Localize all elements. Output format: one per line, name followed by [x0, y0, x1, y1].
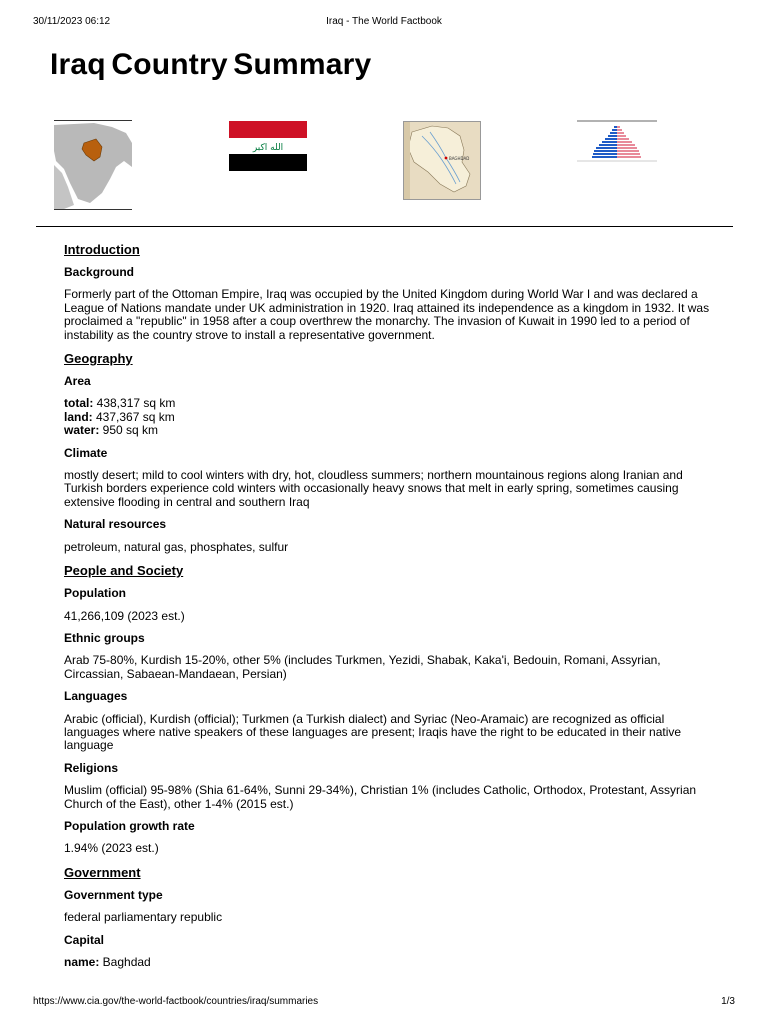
print-date: 30/11/2023 06:12: [33, 16, 111, 27]
section-heading-geography[interactable]: Geography: [64, 351, 133, 367]
field-label-languages: Languages: [64, 689, 128, 704]
area-land-row: [64, 411, 714, 424]
field-label-area: Area: [64, 374, 91, 389]
field-text-ethnic-groups: Arab 75-80%, Kurdish 15-20%, other 5% (includes Turkmen, Yezidi, Shabak, Kaka'i, Bedouin, Romani, Assyrian, Circassian, Sabaean-Mandaean, Persian): [64, 653, 661, 681]
capital-name-label: name:: [64, 955, 100, 969]
print-header-title: Iraq - The World Factbook: [326, 16, 442, 27]
field-label-background: Background: [64, 265, 135, 279]
capital-marker: [445, 157, 448, 160]
population-pyramid-graphic: [577, 120, 657, 166]
field-label-religions: Religions: [64, 760, 119, 775]
field-label-population-growth-rate: Population growth rate: [64, 818, 195, 833]
area-water-label: water:: [64, 423, 100, 438]
field-label-capital: Capital: [64, 932, 105, 947]
area-water-row: [64, 424, 714, 437]
field-text-population-growth-rate: 1.94% (2023 est.): [64, 841, 159, 856]
area-total-row: [64, 397, 714, 410]
flag-emblem: الله اكبر: [252, 143, 284, 153]
capital-label: BAGHDAD: [449, 156, 470, 161]
section-heading-government[interactable]: Government: [64, 864, 141, 880]
field-label-government-type: Government type: [64, 887, 163, 902]
locator-map-image[interactable]: [54, 120, 132, 210]
section-heading-introduction[interactable]: Introduction: [64, 242, 140, 257]
field-text-background: Formerly part of the Ottoman Empire, Iraq was occupied by the United Kingdom during World War I and was declared a League of Nations mandate under UK administration in 1920. Iraq attained its independence as a kingdom in 1932. It was proclaimed a "republic" in 1958 after a coup overthrew the monarchy. The invasion of Kuwait in 1990 led to a period of instability as the country strove to install a representative government.: [64, 287, 710, 342]
field-label-ethnic-groups: Ethnic groups: [64, 630, 145, 645]
field-capital-name: [64, 956, 714, 969]
flag-graphic: [229, 121, 307, 171]
field-text-languages: Arabic (official), Kurdish (official); Turkmen (a Turkish dialect) and Syriac (Neo-Aramaic) are recognized as official languages where native speakers of these languages are present; Iraqis have the right to be educated in their native language: [64, 711, 682, 753]
flag-image[interactable]: [229, 121, 307, 171]
country-map-image[interactable]: [403, 121, 481, 200]
field-text-religions: Muslim (official) 95-98% (Shia 61-64%, Sunni 29-34%), Christian 1% (includes Catholic, Orthodox, Protestant, Assyrian Church of the East), other 1-4% (2015 est.): [64, 783, 697, 811]
population-pyramid-image[interactable]: [577, 120, 657, 166]
field-label-climate: Climate: [64, 445, 108, 460]
area-total-label: total:: [64, 396, 94, 411]
field-label-natural-resources: Natural resources: [64, 517, 167, 532]
section-divider: [36, 226, 733, 227]
field-text-climate: mostly desert; mild to cool winters with dry, hot, cloudless summers; northern mountainous regions along Iranian and Turkish borders experience cold winters with occasionally heavy snows that melt in early spring, sometimes causing extensive flooding in central and southern Iraq: [64, 468, 683, 509]
print-footer-url[interactable]: https://www.cia.gov/the-world-factbook/countries/iraq/summaries: [33, 996, 319, 1007]
field-text-natural-resources: petroleum, natural gas, phosphates, sulfur: [64, 539, 289, 554]
capital-name-value: Baghdad: [99, 955, 151, 969]
print-page-number: 1/3: [721, 996, 735, 1007]
field-area-values: [64, 397, 714, 437]
field-text-population: 41,266,109 (2023 est.): [64, 608, 185, 623]
summary-content: [64, 242, 714, 978]
country-map-graphic: [404, 122, 480, 199]
field-label-population: Population: [64, 586, 126, 601]
page-title: Iraq Country Summary: [50, 48, 372, 81]
area-water-value: 950 sq km: [99, 423, 159, 438]
section-heading-people-and-society[interactable]: People and Society: [64, 563, 184, 579]
locator-map-graphic: [54, 121, 132, 209]
area-land-label: land:: [64, 409, 93, 424]
field-text-government-type: federal parliamentary republic: [64, 910, 223, 925]
area-land-value: 437,367 sq km: [92, 409, 175, 424]
area-total-value: 438,317 sq km: [93, 396, 176, 411]
